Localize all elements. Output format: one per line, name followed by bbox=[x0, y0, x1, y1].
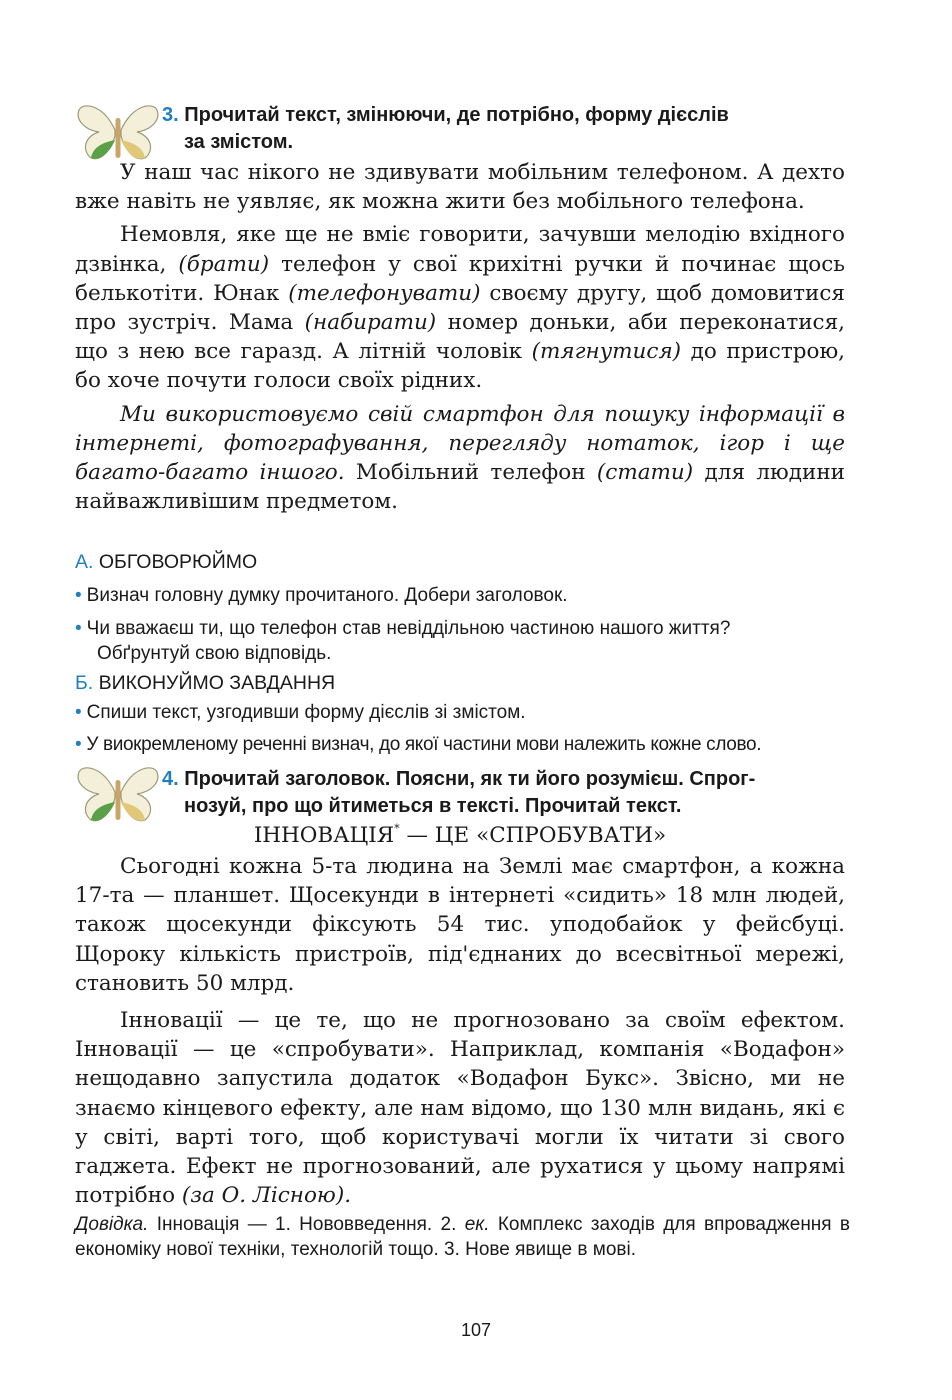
text-run: Немовля, яке ще не вміє говорити, зачувши мелодію вхідного дзвінка, bbox=[75, 222, 845, 277]
task-3-line1: Прочитай текст, змінюючи, де потрібно, форму дієслів bbox=[184, 104, 729, 126]
section-a-title bbox=[75, 550, 257, 574]
task-4-heading bbox=[162, 766, 755, 820]
note-label: Довідка. bbox=[75, 1214, 149, 1235]
text-run: номер доньки, аби переконатися, що з нею все гаразд. А літній чоловік bbox=[75, 310, 845, 365]
section-b-title bbox=[75, 671, 335, 695]
title-part: — ЦЕ «СПРОБУВАТИ» bbox=[399, 823, 667, 848]
task-3-text bbox=[75, 158, 845, 516]
section-a-letter: А. bbox=[75, 551, 94, 573]
note-abbreviation: ек. bbox=[464, 1214, 490, 1235]
page-number: 107 bbox=[460, 1320, 492, 1340]
note-text: Комплекс заходів для впровадження в економіку нової техніки, технологій тощо. 3. Нове явище в мові. bbox=[75, 1214, 850, 1260]
task-3-heading bbox=[162, 102, 729, 156]
list-item bbox=[75, 584, 865, 609]
verb-hint: (стати) bbox=[596, 460, 694, 486]
text-run: для людини найважливішим предметом. bbox=[75, 460, 845, 515]
task-4-paragraph-2 bbox=[75, 1006, 845, 1210]
text-run: своєму другу, щоб домовитися про зустріч. Мама bbox=[75, 280, 845, 336]
list-item bbox=[75, 701, 865, 726]
list-item-text: У виокремленому реченні визнач, до якої частини мови належить кожне слово. bbox=[86, 734, 762, 755]
verb-hint: (телефонувати) bbox=[288, 280, 481, 306]
butterfly-icon bbox=[75, 762, 161, 824]
bullet-icon: • bbox=[75, 734, 82, 755]
butterfly-icon bbox=[75, 100, 161, 162]
verb-hint: (тягнутися) bbox=[531, 339, 682, 365]
task-4-line2: нозуй, про що йтиметься в тексті. Прочитай текст. bbox=[184, 795, 682, 817]
task-4-number: 4. bbox=[162, 768, 179, 790]
text-run: Інновації — це те, що не прогнозовано за своїм ефектом. Інновації — це «спробувати». Наприклад, компанія «Водафон» нещодавно запустила додаток «Водафон Букс». Звісно, ми не знаємо кінцевого ефекту, але нам відомо, що 130 млн видань, які є у світі, варті того, щоб користувачі могли їх читати зі свого гаджета. Ефект не прогнозований, але рухатися у цьому напрямі потрібно bbox=[75, 1008, 845, 1209]
list-item bbox=[75, 617, 865, 666]
task-4-paragraph-1: Сьогодні кожна 5-та людина на Землі має смартфон, а кожна 17-та — планшет. Щосекунди в інтернеті «сидить» 18 млн людей, також щосекунди фіксують 54 тис. уподобайок у фейсбуці. Щороку кількість пристроїв, під'єднаних до всесвітньої мережі, становить 50 млрд. bbox=[75, 854, 845, 996]
task-3-number: 3. bbox=[162, 104, 179, 126]
section-a-label: ОБГОВОРЮЙМО bbox=[98, 551, 258, 573]
section-b-letter: Б. bbox=[75, 672, 94, 694]
reference-note bbox=[75, 1212, 850, 1262]
list-item-text: Визнач головну думку прочитаного. Добери заголовок. bbox=[86, 585, 568, 606]
bullet-icon: • bbox=[75, 702, 82, 723]
highlighted-sentence: Ми використовуємо свій смартфон для пошуку інформації в інтернеті, фотографування, перегляду нотаток, ігор і ще багато-багато іншого. bbox=[75, 401, 845, 486]
note-text: Інновація — 1. Нововведення. 2. bbox=[148, 1214, 465, 1235]
text-run: до пристрою, бо хоче почути голоси своїх рідних. bbox=[75, 339, 845, 394]
task-3-paragraph-1: У наш час нікого не здивувати мобільним телефоном. А дехто вже навіть не уявляє, як можна жити без мобільного телефона. bbox=[75, 160, 845, 215]
text-title bbox=[75, 822, 845, 850]
list-item-text: Спиши текст, узгодивши форму дієслів зі змістом. bbox=[86, 702, 526, 723]
task-4-text bbox=[75, 852, 845, 1210]
bullet-icon: • bbox=[75, 618, 82, 639]
verb-hint: (набирати) bbox=[304, 310, 437, 336]
list-item-text: Чи вважаєш ти, що телефон став невіддільною частиною нашого життя? bbox=[86, 618, 731, 639]
text-run: телефон у свої крихітні ручки й починає щось белькотіти. Юнак bbox=[75, 251, 846, 306]
source-attribution: (за О. Лісною). bbox=[181, 1183, 352, 1209]
list-item bbox=[75, 733, 865, 758]
footnote-mark: * bbox=[394, 822, 400, 835]
bullet-icon: • bbox=[75, 585, 82, 606]
title-part: ІННОВАЦІЯ bbox=[253, 823, 395, 848]
task-4-line1: Прочитай заголовок. Поясни, як ти його розумієш. Спрог- bbox=[184, 768, 756, 790]
task-3-paragraph-2 bbox=[75, 220, 845, 395]
task-3-line2: за змістом. bbox=[184, 131, 294, 153]
task-3-paragraph-3 bbox=[75, 400, 845, 517]
list-item-text-continuation: Обґрунтуй свою відповідь. bbox=[97, 642, 332, 664]
section-b-label: ВИКОНУЙМО ЗАВДАННЯ bbox=[98, 672, 336, 694]
verb-hint: (брати) bbox=[178, 251, 270, 277]
text-run: Мобільний телефон bbox=[344, 460, 597, 486]
